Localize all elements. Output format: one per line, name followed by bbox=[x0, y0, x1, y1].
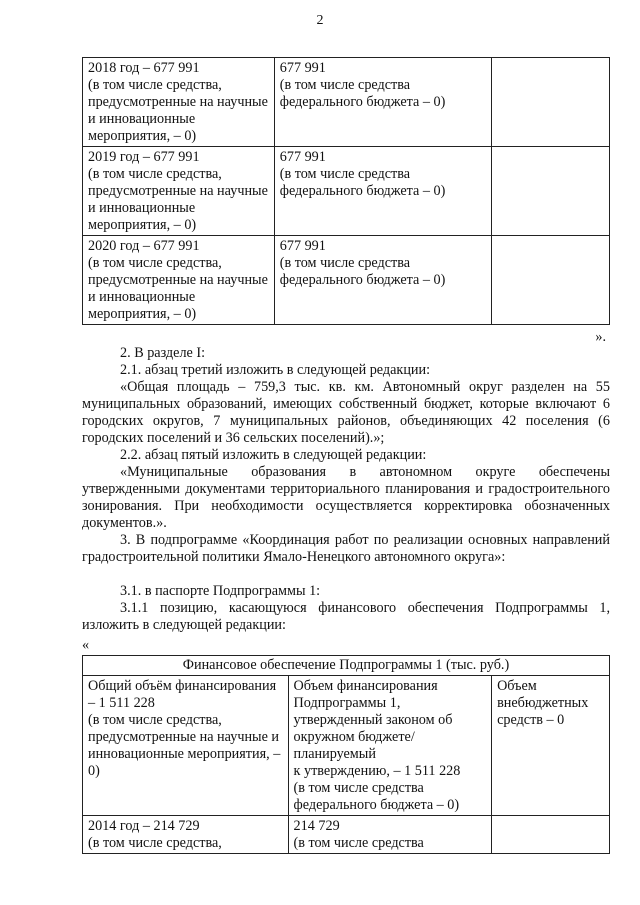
closing-quote: ». bbox=[595, 329, 606, 345]
table-row bbox=[83, 676, 610, 816]
table-cell: 2014 год – 214 729 (в том числе средства, bbox=[83, 816, 289, 854]
opening-quote: « bbox=[82, 637, 90, 653]
table-cell: 2018 год – 677 991 (в том числе средства, предусмотренные на научные и инновационные мероприятия, – 0) bbox=[83, 58, 275, 147]
paragraph-municipal-quote: «Муниципальные образования в автономном округе обеспечены утвержденными документами территориального планирования и градостроительного зонирования. При необходимости осуществляется корректировка обозначенных документов.». bbox=[82, 464, 610, 531]
page-number: 2 bbox=[316, 13, 324, 28]
table-cell bbox=[492, 147, 610, 236]
table-cell bbox=[492, 58, 610, 147]
table-cell: 677 991 (в том числе средства федерального бюджета – 0) bbox=[274, 236, 492, 325]
table-row bbox=[83, 236, 610, 325]
table-cell: 2019 год – 677 991 (в том числе средства, предусмотренные на научные и инновационные мероприятия, – 0) bbox=[83, 147, 275, 236]
table-cell: Объем внебюджетных средств – 0 bbox=[492, 676, 610, 816]
paragraph-2-2: 2.2. абзац пятый изложить в следующей редакции: bbox=[120, 447, 427, 463]
table-cell bbox=[492, 236, 610, 325]
table-row bbox=[83, 816, 610, 854]
table-cell: 2020 год – 677 991 (в том числе средства, предусмотренные на научные и инновационные мероприятия, – 0) bbox=[83, 236, 275, 325]
table-header: Финансовое обеспечение Подпрограммы 1 (тыс. руб.) bbox=[83, 656, 610, 676]
funding-table-continued bbox=[82, 57, 610, 325]
paragraph-3-1-1: 3.1.1 позицию, касающуюся финансового обеспечения Подпрограммы 1, изложить в следующей редакции: bbox=[82, 600, 610, 633]
table-row bbox=[83, 58, 610, 147]
paragraph-section-2: 2. В разделе I: bbox=[120, 345, 206, 361]
table-header-row bbox=[83, 656, 610, 676]
table-cell: Общий объём финансирования – 1 511 228 (в том числе средства, предусмотренные на научные и инновационные мероприятия, – 0) bbox=[83, 676, 289, 816]
table-cell: 677 991 (в том числе средства федерального бюджета – 0) bbox=[274, 58, 492, 147]
table-row bbox=[83, 147, 610, 236]
table-cell: 677 991 (в том числе средства федерального бюджета – 0) bbox=[274, 147, 492, 236]
paragraph-area-quote: «Общая площадь – 759,3 тыс. кв. км. Автономный округ разделен на 55 муниципальных образований, имеющих собственный бюджет, которые включают 6 городских округов, 7 муниципальных районов, объединяющих 42 поселения (6 городских поселений и 36 сельских поселений).»; bbox=[82, 379, 610, 446]
table-cell: Объем финансирования Подпрограммы 1, утвержденный законом об окружном бюджете/ планируемый к утверждению, – 1 511 228 (в том числе средства федерального бюджета – 0) bbox=[288, 676, 492, 816]
paragraph-3-1: 3.1. в паспорте Подпрограммы 1: bbox=[120, 583, 321, 599]
table-cell: 214 729 (в том числе средства bbox=[288, 816, 492, 854]
funding-table-subprogram-1 bbox=[82, 655, 610, 854]
paragraph-section-3: 3. В подпрограмме «Координация работ по реализации основных направлений градостроительной политики Ямало-Ненецкого автономного округа»: bbox=[82, 532, 610, 565]
table-cell bbox=[492, 816, 610, 854]
paragraph-2-1: 2.1. абзац третий изложить в следующей редакции: bbox=[120, 362, 431, 378]
